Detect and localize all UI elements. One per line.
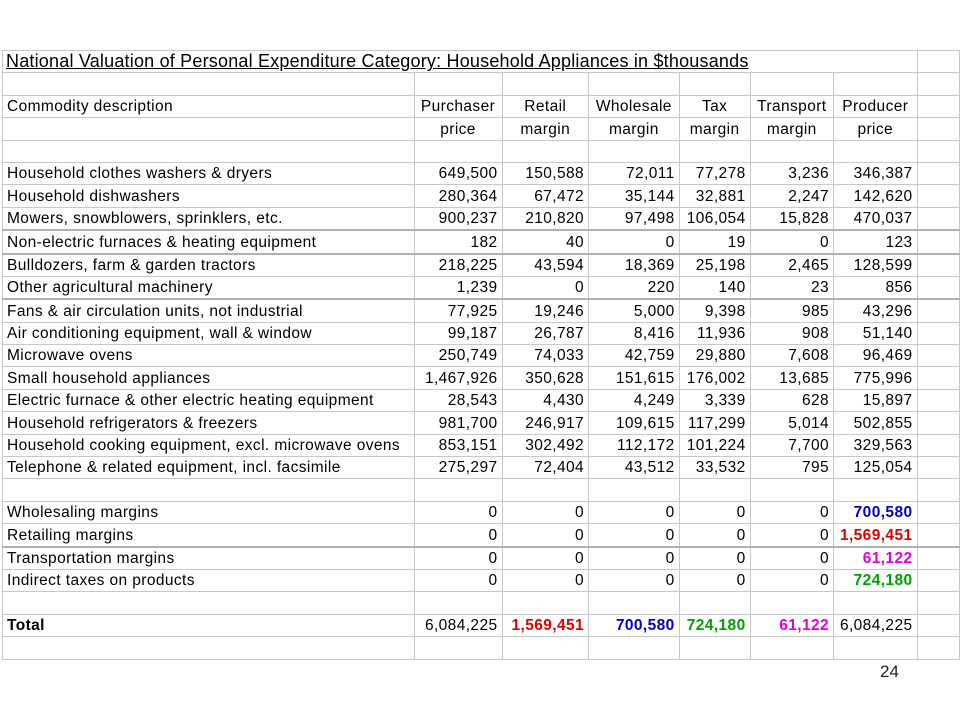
value-cell: 350,628	[502, 367, 589, 389]
header-wholesale-sub: margin	[589, 118, 680, 140]
value-cell: 5,000	[589, 299, 680, 322]
value-cell: 329,563	[834, 434, 917, 456]
value-cell: 43,594	[502, 254, 589, 277]
value-cell: 101,224	[679, 434, 750, 456]
table-row	[3, 162, 960, 184]
value-cell: 0	[589, 547, 680, 570]
value-cell: 0	[502, 524, 589, 547]
empty-cell	[917, 207, 960, 230]
empty-cell	[917, 162, 960, 184]
table-row	[3, 434, 960, 456]
commodity-description: Air conditioning equipment, wall & window	[3, 322, 415, 344]
total-value-cell: 61,122	[750, 614, 833, 636]
value-cell: 15,897	[834, 389, 917, 411]
empty-cell	[917, 479, 960, 501]
table-row	[3, 412, 960, 434]
value-cell: 4,249	[589, 389, 680, 411]
header-purchaser-sub: price	[414, 118, 502, 140]
header-transport-sub: margin	[750, 118, 833, 140]
value-cell: 51,140	[834, 322, 917, 344]
table-row	[3, 299, 960, 322]
total-row	[3, 614, 960, 636]
value-cell: 43,296	[834, 299, 917, 322]
value-cell: 42,759	[589, 345, 680, 367]
value-cell: 502,855	[834, 412, 917, 434]
value-cell: 7,608	[750, 345, 833, 367]
empty-cell	[917, 345, 960, 367]
spacer-row	[3, 592, 960, 614]
empty-cell	[502, 479, 589, 501]
total-label: Total	[3, 614, 415, 636]
commodity-description: Household clothes washers & dryers	[3, 162, 415, 184]
value-cell: 123	[834, 230, 917, 253]
commodity-description: Bulldozers, farm & garden tractors	[3, 254, 415, 277]
header-commodity-description: Commodity description	[3, 95, 415, 117]
margin-row	[3, 569, 960, 591]
empty-cell	[679, 592, 750, 614]
commodity-description: Electric furnace & other electric heating equipment	[3, 389, 415, 411]
value-cell: 15,828	[750, 207, 833, 230]
value-cell: 67,472	[502, 185, 589, 207]
value-cell: 5,014	[750, 412, 833, 434]
empty-cell	[917, 412, 960, 434]
commodity-description: Fans & air circulation units, not industrial	[3, 299, 415, 322]
empty-cell	[502, 637, 589, 659]
spacer-row	[3, 73, 960, 95]
value-cell: 35,144	[589, 185, 680, 207]
commodity-description: Small household appliances	[3, 367, 415, 389]
empty-cell	[834, 637, 917, 659]
value-cell: 11,936	[679, 322, 750, 344]
page-number: 24	[880, 662, 899, 681]
value-cell: 61,122	[834, 547, 917, 570]
value-cell: 140	[679, 276, 750, 299]
empty-cell	[414, 592, 502, 614]
empty-cell	[917, 322, 960, 344]
empty-cell	[917, 457, 960, 479]
value-cell: 0	[750, 547, 833, 570]
value-cell: 775,996	[834, 367, 917, 389]
value-cell: 795	[750, 457, 833, 479]
header-tax-sub: margin	[679, 118, 750, 140]
header-row-1	[3, 95, 960, 117]
value-cell: 250,749	[414, 345, 502, 367]
total-value-cell: 700,580	[589, 614, 680, 636]
empty-cell	[750, 479, 833, 501]
empty-cell	[679, 479, 750, 501]
value-cell: 96,469	[834, 345, 917, 367]
value-cell: 981,700	[414, 412, 502, 434]
value-cell: 724,180	[834, 569, 917, 591]
value-cell: 1,239	[414, 276, 502, 299]
value-cell: 176,002	[679, 367, 750, 389]
value-cell: 29,880	[679, 345, 750, 367]
header-producer-sub: price	[834, 118, 917, 140]
value-cell: 7,700	[750, 434, 833, 456]
value-cell: 900,237	[414, 207, 502, 230]
value-cell: 908	[750, 322, 833, 344]
header-retail: Retail	[502, 95, 589, 117]
empty-cell	[917, 276, 960, 299]
total-value-cell: 6,084,225	[834, 614, 917, 636]
value-cell: 43,512	[589, 457, 680, 479]
empty-cell	[917, 389, 960, 411]
empty-cell	[917, 524, 960, 547]
empty-cell	[917, 569, 960, 591]
table-row	[3, 457, 960, 479]
value-cell: 77,925	[414, 299, 502, 322]
expenditure-table	[2, 50, 960, 660]
value-cell: 0	[589, 524, 680, 547]
value-cell: 1,467,926	[414, 367, 502, 389]
total-value-cell: 6,084,225	[414, 614, 502, 636]
table-row	[3, 276, 960, 299]
value-cell: 19	[679, 230, 750, 253]
value-cell: 3,339	[679, 389, 750, 411]
table-row	[3, 322, 960, 344]
value-cell: 470,037	[834, 207, 917, 230]
value-cell: 125,054	[834, 457, 917, 479]
value-cell: 302,492	[502, 434, 589, 456]
value-cell: 246,917	[502, 412, 589, 434]
header-purchaser: Purchaser	[414, 95, 502, 117]
value-cell: 0	[414, 501, 502, 523]
value-cell: 142,620	[834, 185, 917, 207]
empty-cell	[917, 614, 960, 636]
value-cell: 77,278	[679, 162, 750, 184]
spacer-row	[3, 140, 960, 162]
value-cell: 220	[589, 276, 680, 299]
table-row	[3, 254, 960, 277]
commodity-description: Household dishwashers	[3, 185, 415, 207]
table-row	[3, 185, 960, 207]
value-cell: 40	[502, 230, 589, 253]
empty-cell	[502, 592, 589, 614]
value-cell: 19,246	[502, 299, 589, 322]
empty-cell	[3, 592, 415, 614]
value-cell: 0	[679, 501, 750, 523]
value-cell: 8,416	[589, 322, 680, 344]
value-cell: 0	[679, 569, 750, 591]
empty-cell	[3, 479, 415, 501]
value-cell: 2,465	[750, 254, 833, 277]
value-cell: 1,569,451	[834, 524, 917, 547]
empty-cell	[917, 185, 960, 207]
commodity-description: Non-electric furnaces & heating equipment	[3, 230, 415, 253]
value-cell: 117,299	[679, 412, 750, 434]
value-cell: 0	[502, 501, 589, 523]
value-cell: 280,364	[414, 185, 502, 207]
value-cell: 182	[414, 230, 502, 253]
value-cell: 109,615	[589, 412, 680, 434]
table-row	[3, 367, 960, 389]
header-wholesale: Wholesale	[589, 95, 680, 117]
value-cell: 18,369	[589, 254, 680, 277]
header-producer: Producer	[834, 95, 917, 117]
value-cell: 33,532	[679, 457, 750, 479]
value-cell: 128,599	[834, 254, 917, 277]
value-cell: 26,787	[502, 322, 589, 344]
empty-cell	[414, 637, 502, 659]
header-tax: Tax	[679, 95, 750, 117]
empty-cell	[414, 479, 502, 501]
table-row	[3, 345, 960, 367]
margin-description: Retailing margins	[3, 524, 415, 547]
value-cell: 72,404	[502, 457, 589, 479]
value-cell: 0	[589, 569, 680, 591]
value-cell: 628	[750, 389, 833, 411]
value-cell: 346,387	[834, 162, 917, 184]
margin-description: Wholesaling margins	[3, 501, 415, 523]
header-transport: Transport	[750, 95, 833, 117]
empty-cell	[917, 547, 960, 570]
empty-cell	[917, 501, 960, 523]
value-cell: 0	[750, 524, 833, 547]
value-cell: 32,881	[679, 185, 750, 207]
value-cell: 275,297	[414, 457, 502, 479]
margin-row	[3, 524, 960, 547]
value-cell: 0	[589, 501, 680, 523]
empty-cell	[589, 637, 680, 659]
commodity-description: Microwave ovens	[3, 345, 415, 367]
empty-cell	[750, 592, 833, 614]
spacer-row	[3, 637, 960, 659]
value-cell: 150,588	[502, 162, 589, 184]
table-row	[3, 230, 960, 253]
value-cell: 99,187	[414, 322, 502, 344]
value-cell: 0	[502, 547, 589, 570]
value-cell: 700,580	[834, 501, 917, 523]
empty-cell	[917, 592, 960, 614]
margin-description: Indirect taxes on products	[3, 569, 415, 591]
value-cell: 0	[414, 547, 502, 570]
commodity-description: Mowers, snowblowers, sprinklers, etc.	[3, 207, 415, 230]
value-cell: 218,225	[414, 254, 502, 277]
value-cell: 151,615	[589, 367, 680, 389]
value-cell: 0	[679, 524, 750, 547]
empty-cell	[589, 592, 680, 614]
empty-cell	[3, 637, 415, 659]
value-cell: 0	[414, 524, 502, 547]
value-cell: 13,685	[750, 367, 833, 389]
value-cell: 9,398	[679, 299, 750, 322]
empty-cell	[917, 254, 960, 277]
value-cell: 3,236	[750, 162, 833, 184]
margin-description: Transportation margins	[3, 547, 415, 570]
commodity-description: Household cooking equipment, excl. microwave ovens	[3, 434, 415, 456]
value-cell: 985	[750, 299, 833, 322]
total-value-cell: 1,569,451	[502, 614, 589, 636]
empty-cell	[589, 479, 680, 501]
value-cell: 0	[502, 276, 589, 299]
value-cell: 0	[414, 569, 502, 591]
total-value-cell: 724,180	[679, 614, 750, 636]
table-row	[3, 389, 960, 411]
margin-row	[3, 547, 960, 570]
empty-cell	[917, 230, 960, 253]
value-cell: 853,151	[414, 434, 502, 456]
value-cell: 25,198	[679, 254, 750, 277]
commodity-description: Other agricultural machinery	[3, 276, 415, 299]
value-cell: 106,054	[679, 207, 750, 230]
value-cell: 0	[750, 569, 833, 591]
value-cell: 2,247	[750, 185, 833, 207]
table-title: National Valuation of Personal Expenditure Category: Household Appliances in $thousands	[3, 51, 918, 73]
value-cell: 0	[750, 230, 833, 253]
table-row	[3, 207, 960, 230]
spacer-row	[3, 479, 960, 501]
value-cell: 4,430	[502, 389, 589, 411]
value-cell: 649,500	[414, 162, 502, 184]
header-retail-sub: margin	[502, 118, 589, 140]
commodity-description: Telephone & related equipment, incl. facsimile	[3, 457, 415, 479]
empty-cell	[834, 479, 917, 501]
value-cell: 23	[750, 276, 833, 299]
margin-row	[3, 501, 960, 523]
empty-cell	[750, 637, 833, 659]
title-row	[3, 51, 960, 73]
commodity-description: Household refrigerators & freezers	[3, 412, 415, 434]
value-cell: 112,172	[589, 434, 680, 456]
empty-cell	[917, 367, 960, 389]
value-cell: 72,011	[589, 162, 680, 184]
value-cell: 0	[589, 230, 680, 253]
value-cell: 97,498	[589, 207, 680, 230]
value-cell: 28,543	[414, 389, 502, 411]
value-cell: 0	[750, 501, 833, 523]
empty-cell	[917, 51, 960, 73]
empty-cell	[917, 637, 960, 659]
value-cell: 74,033	[502, 345, 589, 367]
value-cell: 0	[679, 547, 750, 570]
empty-cell	[917, 299, 960, 322]
value-cell: 210,820	[502, 207, 589, 230]
empty-cell	[679, 637, 750, 659]
empty-cell	[917, 434, 960, 456]
value-cell: 0	[502, 569, 589, 591]
value-cell: 856	[834, 276, 917, 299]
header-row-2	[3, 118, 960, 140]
empty-cell	[834, 592, 917, 614]
